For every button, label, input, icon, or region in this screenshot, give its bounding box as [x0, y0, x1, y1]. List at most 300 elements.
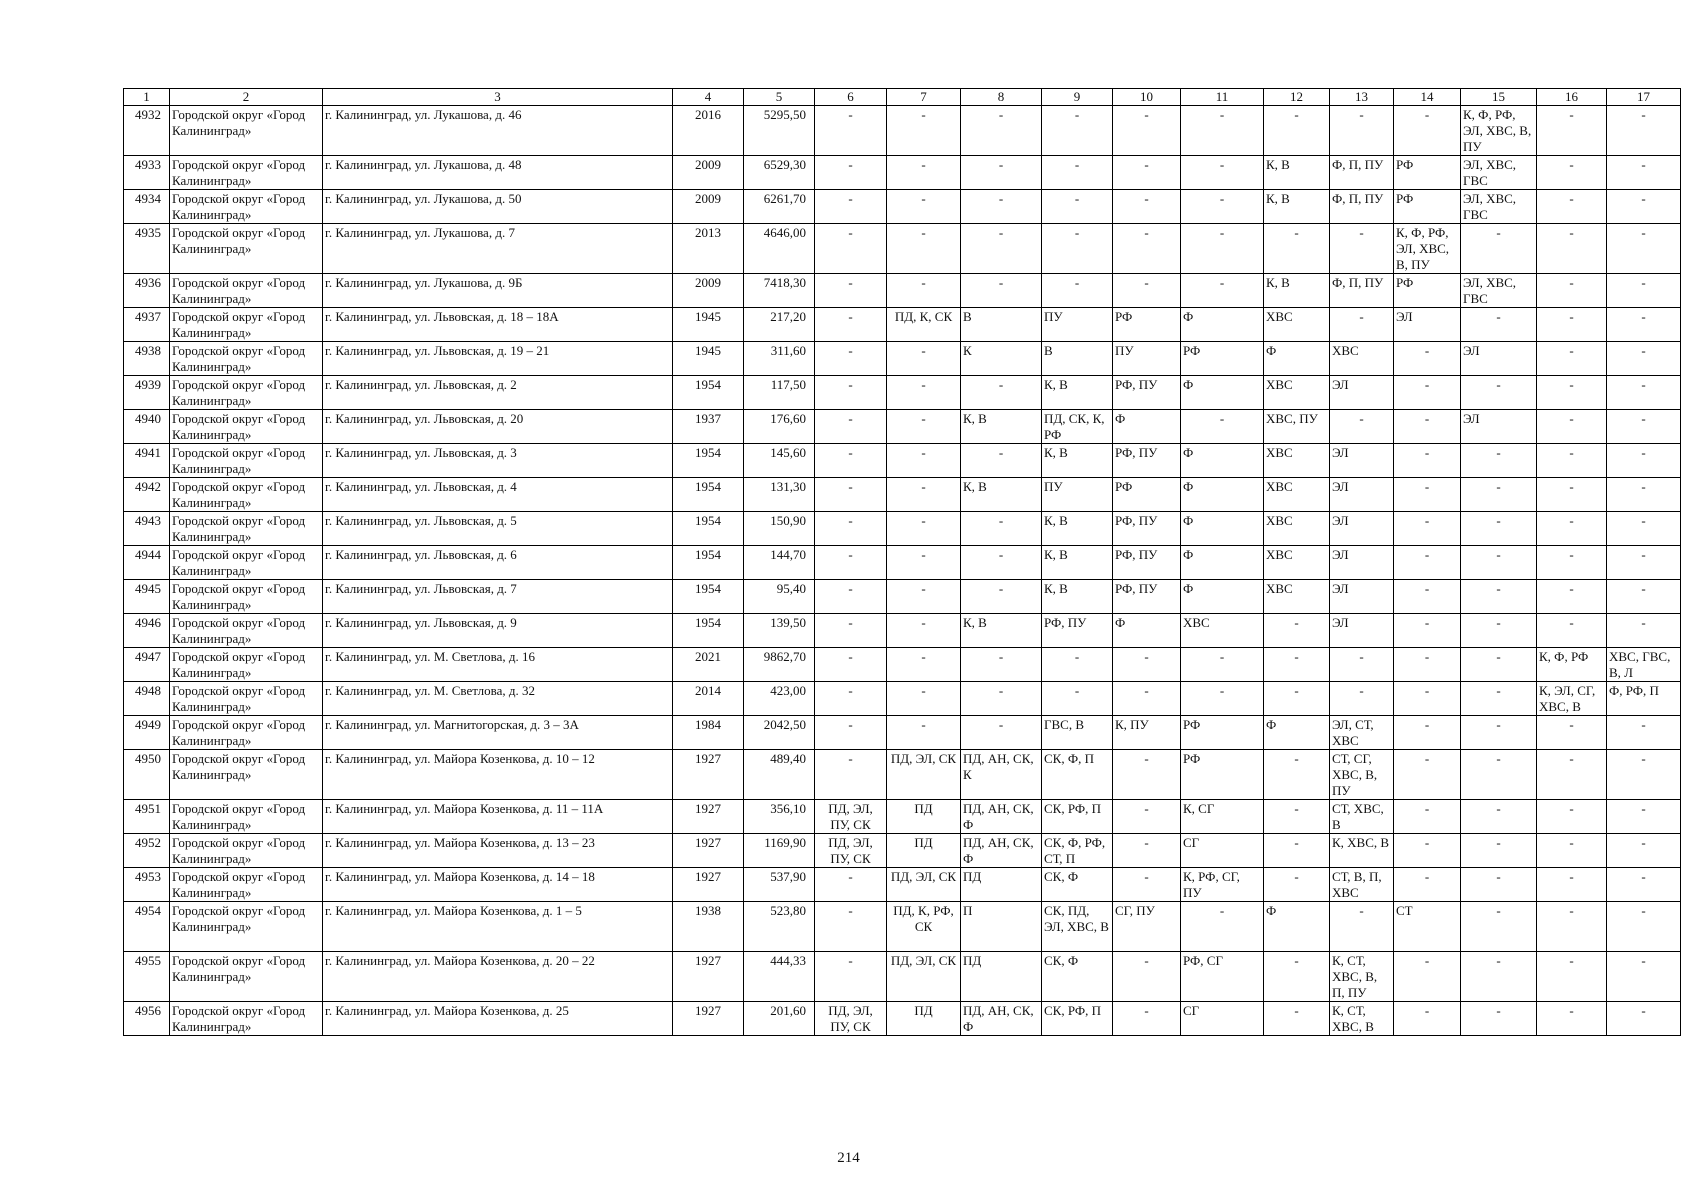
table-cell: - — [1330, 106, 1394, 156]
table-cell: 2013 — [673, 224, 744, 274]
table-cell: СК, РФ, П — [1042, 1002, 1113, 1036]
table-cell: ПД — [887, 800, 961, 834]
table-cell: - — [1330, 308, 1394, 342]
table-cell: - — [815, 614, 887, 648]
table-cell: ПД, СК, К, РФ — [1042, 410, 1113, 444]
table-cell: - — [1537, 376, 1607, 410]
table-cell: 4949 — [124, 716, 170, 750]
table-cell: - — [1461, 648, 1537, 682]
table-cell: - — [1537, 868, 1607, 902]
table-cell: К, В — [1264, 156, 1330, 190]
table-cell: - — [961, 682, 1042, 716]
table-cell: ЭЛ — [1461, 410, 1537, 444]
table-cell: РФ, ПУ — [1113, 444, 1181, 478]
table-cell: Городской округ «Город Калининград» — [170, 156, 323, 190]
table-cell: Городской округ «Город Калининград» — [170, 546, 323, 580]
table-cell: 1954 — [673, 478, 744, 512]
table-cell: - — [1394, 376, 1461, 410]
table-cell: - — [1181, 274, 1264, 308]
table-row — [124, 902, 1681, 952]
table-cell: - — [961, 648, 1042, 682]
table-cell: ЭЛ — [1330, 546, 1394, 580]
table-cell: ХВС — [1264, 444, 1330, 478]
table-cell: ПД, ЭЛ, ПУ, СК — [815, 834, 887, 868]
table-cell: СК, Ф — [1042, 952, 1113, 1002]
table-cell: 1954 — [673, 580, 744, 614]
table-cell: - — [1264, 1002, 1330, 1036]
table-cell: ЭЛ, ХВС, ГВС — [1461, 190, 1537, 224]
table-cell: СТ, ХВС, В — [1330, 800, 1394, 834]
table-cell: К, В — [1042, 376, 1113, 410]
table-cell: 4955 — [124, 952, 170, 1002]
table-cell: - — [1394, 834, 1461, 868]
table-cell: - — [1113, 156, 1181, 190]
table-cell: - — [887, 410, 961, 444]
table-cell: 423,00 — [744, 682, 815, 716]
table-cell: 1954 — [673, 376, 744, 410]
table-cell: - — [1537, 156, 1607, 190]
table-cell: К — [961, 342, 1042, 376]
table-cell: Городской округ «Город Калининград» — [170, 190, 323, 224]
table-cell: - — [815, 868, 887, 902]
table-cell: - — [1394, 342, 1461, 376]
table-cell: - — [1607, 952, 1681, 1002]
table-cell: 1169,90 — [744, 834, 815, 868]
table-cell: Ф, П, ПУ — [1330, 190, 1394, 224]
table-cell: Городской округ «Город Калининград» — [170, 682, 323, 716]
table-cell: - — [887, 342, 961, 376]
table-cell: - — [1607, 224, 1681, 274]
table-cell: - — [961, 106, 1042, 156]
table-cell: - — [961, 716, 1042, 750]
table-row — [124, 376, 1681, 410]
table-cell: ХВС — [1264, 478, 1330, 512]
table-cell: Ф, П, ПУ — [1330, 274, 1394, 308]
table-cell: 6529,30 — [744, 156, 815, 190]
table-cell: ПД, ЭЛ, ПУ, СК — [815, 800, 887, 834]
table-cell: Городской округ «Город Калининград» — [170, 512, 323, 546]
table-cell: - — [1042, 648, 1113, 682]
table-cell: СГ — [1181, 1002, 1264, 1036]
table-cell: 1927 — [673, 750, 744, 800]
table-cell: - — [1461, 902, 1537, 952]
table-cell: Городской округ «Город Калининград» — [170, 648, 323, 682]
table-row — [124, 716, 1681, 750]
table-cell: Ф — [1181, 376, 1264, 410]
table-row — [124, 274, 1681, 308]
table-cell: ХВС — [1330, 342, 1394, 376]
table-cell: СТ, СГ, ХВС, В, ПУ — [1330, 750, 1394, 800]
column-header: 12 — [1264, 89, 1330, 106]
table-cell: - — [1394, 546, 1461, 580]
table-cell: 489,40 — [744, 750, 815, 800]
table-cell: - — [1537, 750, 1607, 800]
table-cell: ПД, ЭЛ, СК — [887, 868, 961, 902]
table-cell: Городской округ «Город Калининград» — [170, 1002, 323, 1036]
table-cell: - — [887, 546, 961, 580]
table-cell: К, ЭЛ, СГ, ХВС, В — [1537, 682, 1607, 716]
table-cell: - — [1181, 902, 1264, 952]
register-table — [123, 88, 1681, 1036]
column-header: 1 — [124, 89, 170, 106]
table-row — [124, 478, 1681, 512]
table-cell: К, Ф, РФ — [1537, 648, 1607, 682]
table-cell: г. Калининград, ул. Майора Козенкова, д. 1 – 5 — [323, 902, 673, 952]
table-cell: - — [815, 410, 887, 444]
table-cell: 4941 — [124, 444, 170, 478]
table-cell: - — [1264, 682, 1330, 716]
table-header — [124, 89, 1681, 106]
table-cell: - — [1537, 342, 1607, 376]
table-cell: 5295,50 — [744, 106, 815, 156]
table-cell: 1937 — [673, 410, 744, 444]
table-cell: Городской округ «Город Калининград» — [170, 716, 323, 750]
table-cell: 4950 — [124, 750, 170, 800]
table-cell: - — [1113, 868, 1181, 902]
table-cell: - — [887, 648, 961, 682]
table-cell: - — [815, 274, 887, 308]
table-cell: - — [1461, 546, 1537, 580]
table-cell: - — [1461, 444, 1537, 478]
table-cell: г. Калининград, ул. Майора Козенкова, д. 14 – 18 — [323, 868, 673, 902]
table-cell: - — [1607, 106, 1681, 156]
table-cell: 6261,70 — [744, 190, 815, 224]
table-cell: - — [887, 478, 961, 512]
table-cell: - — [1607, 478, 1681, 512]
table-cell: г. Калининград, ул. Лукашова, д. 46 — [323, 106, 673, 156]
table-cell: ХВС — [1264, 580, 1330, 614]
table-cell: К, Ф, РФ, ЭЛ, ХВС, В, ПУ — [1394, 224, 1461, 274]
table-cell: 4646,00 — [744, 224, 815, 274]
column-header: 5 — [744, 89, 815, 106]
table-row — [124, 224, 1681, 274]
table-cell: - — [1537, 614, 1607, 648]
table-cell: - — [1537, 834, 1607, 868]
table-cell: Ф — [1181, 308, 1264, 342]
table-cell: 4954 — [124, 902, 170, 952]
table-cell: Городской округ «Город Калининград» — [170, 580, 323, 614]
table-cell: - — [1607, 716, 1681, 750]
table-cell: Ф — [1181, 478, 1264, 512]
table-cell: ХВС — [1264, 376, 1330, 410]
table-cell: 4940 — [124, 410, 170, 444]
table-cell: - — [1330, 224, 1394, 274]
table-cell: СК, Ф — [1042, 868, 1113, 902]
table-cell: ЭЛ — [1330, 614, 1394, 648]
table-cell: ХВС — [1264, 512, 1330, 546]
table-cell: Ф — [1264, 342, 1330, 376]
table-cell: - — [815, 750, 887, 800]
table-cell: - — [1537, 410, 1607, 444]
table-cell: ПД, АН, СК, Ф — [961, 800, 1042, 834]
table-cell: - — [887, 224, 961, 274]
table-cell: - — [961, 190, 1042, 224]
table-cell: Городской округ «Город Калининград» — [170, 410, 323, 444]
table-cell: - — [961, 274, 1042, 308]
table-cell: 2021 — [673, 648, 744, 682]
table-cell: - — [961, 580, 1042, 614]
table-cell: Ф — [1113, 614, 1181, 648]
table-cell: г. Калининград, ул. Лукашова, д. 9Б — [323, 274, 673, 308]
table-cell: ПД — [887, 1002, 961, 1036]
table-cell: - — [1607, 546, 1681, 580]
table-cell: РФ — [1394, 274, 1461, 308]
table-cell: ЭЛ, СТ, ХВС — [1330, 716, 1394, 750]
table-cell: - — [815, 902, 887, 952]
table-cell: 1954 — [673, 614, 744, 648]
table-cell: - — [1607, 308, 1681, 342]
table-cell: ГВС, В — [1042, 716, 1113, 750]
table-cell: 2009 — [673, 190, 744, 224]
table-cell: Ф — [1113, 410, 1181, 444]
table-cell: - — [1461, 512, 1537, 546]
table-cell: - — [1537, 1002, 1607, 1036]
table-cell: 523,80 — [744, 902, 815, 952]
table-cell: 356,10 — [744, 800, 815, 834]
column-header: 11 — [1181, 89, 1264, 106]
table-cell: Городской округ «Город Калининград» — [170, 376, 323, 410]
table-cell: К, В — [961, 478, 1042, 512]
table-cell: г. Калининград, ул. Львовская, д. 2 — [323, 376, 673, 410]
table-cell: - — [815, 580, 887, 614]
table-cell: 4956 — [124, 1002, 170, 1036]
table-row — [124, 682, 1681, 716]
table-cell: СК, Ф, П — [1042, 750, 1113, 800]
table-cell: - — [1264, 868, 1330, 902]
table-cell: 4951 — [124, 800, 170, 834]
table-cell: РФ, ПУ — [1113, 376, 1181, 410]
table-cell: ХВС — [1181, 614, 1264, 648]
table-cell: 4945 — [124, 580, 170, 614]
table-cell: - — [1607, 190, 1681, 224]
table-cell: - — [1394, 614, 1461, 648]
table-cell: - — [1461, 716, 1537, 750]
table-cell: 4944 — [124, 546, 170, 580]
table-cell: - — [1394, 952, 1461, 1002]
table-row — [124, 800, 1681, 834]
table-cell: - — [1042, 224, 1113, 274]
table-cell: ХВС — [1264, 308, 1330, 342]
table-cell: 311,60 — [744, 342, 815, 376]
table-cell: - — [1113, 648, 1181, 682]
table-cell: К, В — [1042, 580, 1113, 614]
table-row — [124, 1002, 1681, 1036]
table-cell: Ф — [1264, 902, 1330, 952]
table-cell: РФ — [1181, 750, 1264, 800]
table-cell: - — [1042, 682, 1113, 716]
table-cell: г. Калининград, ул. Львовская, д. 20 — [323, 410, 673, 444]
table-cell: ПД, ЭЛ, ПУ, СК — [815, 1002, 887, 1036]
table-cell: ПД, АН, СК, Ф — [961, 834, 1042, 868]
table-cell: ПД, АН, СК, К — [961, 750, 1042, 800]
table-cell: - — [887, 716, 961, 750]
column-header: 10 — [1113, 89, 1181, 106]
table-cell: ХВС, ПУ — [1264, 410, 1330, 444]
table-cell: г. Калининград, ул. М. Светлова, д. 16 — [323, 648, 673, 682]
table-cell: - — [1461, 224, 1537, 274]
table-cell: 4933 — [124, 156, 170, 190]
table-cell: - — [887, 614, 961, 648]
table-cell: - — [815, 682, 887, 716]
table-cell: 145,60 — [744, 444, 815, 478]
table-cell: Городской округ «Город Калининград» — [170, 106, 323, 156]
table-cell: 2009 — [673, 274, 744, 308]
table-cell: - — [1461, 750, 1537, 800]
table-cell: - — [1537, 274, 1607, 308]
table-cell: - — [1607, 1002, 1681, 1036]
table-cell: - — [815, 478, 887, 512]
table-cell: г. Калининград, ул. Львовская, д. 7 — [323, 580, 673, 614]
table-cell: г. Калининград, ул. Львовская, д. 6 — [323, 546, 673, 580]
table-cell: СК, Ф, РФ, СТ, П — [1042, 834, 1113, 868]
table-row — [124, 512, 1681, 546]
table-cell: - — [815, 106, 887, 156]
table-cell: - — [1264, 106, 1330, 156]
table-cell: Городской округ «Город Калининград» — [170, 750, 323, 800]
table-cell: - — [1113, 952, 1181, 1002]
table-cell: 217,20 — [744, 308, 815, 342]
table-cell: Ф — [1264, 716, 1330, 750]
table-cell: 176,60 — [744, 410, 815, 444]
table-cell: - — [1042, 190, 1113, 224]
table-cell: К, ХВС, В — [1330, 834, 1394, 868]
table-cell: РФ, ПУ — [1113, 546, 1181, 580]
table-cell: Городской округ «Город Калининград» — [170, 952, 323, 1002]
table-row — [124, 410, 1681, 444]
table-cell: - — [1537, 800, 1607, 834]
table-cell: Ф, РФ, П — [1607, 682, 1681, 716]
table-cell: 444,33 — [744, 952, 815, 1002]
table-cell: - — [1537, 190, 1607, 224]
table-cell: - — [1537, 444, 1607, 478]
table-cell: - — [887, 444, 961, 478]
table-cell: К, В — [961, 614, 1042, 648]
table-cell: Ф — [1181, 546, 1264, 580]
column-header: 16 — [1537, 89, 1607, 106]
table-cell: ПД, К, РФ, СК — [887, 902, 961, 952]
table-cell: СТ, В, П, ХВС — [1330, 868, 1394, 902]
table-cell: г. Калининград, ул. Майора Козенкова, д. 20 – 22 — [323, 952, 673, 1002]
table-cell: К, В — [1264, 274, 1330, 308]
table-cell: Городской округ «Город Калининград» — [170, 800, 323, 834]
table-cell: - — [1181, 648, 1264, 682]
table-cell: 150,90 — [744, 512, 815, 546]
column-header: 13 — [1330, 89, 1394, 106]
table-cell: СК, РФ, П — [1042, 800, 1113, 834]
table-cell: - — [1607, 342, 1681, 376]
table-cell: - — [815, 376, 887, 410]
table-cell: - — [815, 546, 887, 580]
table-cell: 2016 — [673, 106, 744, 156]
column-header: 15 — [1461, 89, 1537, 106]
table-cell: Городской округ «Город Калининград» — [170, 614, 323, 648]
table-cell: г. Калининград, ул. Львовская, д. 4 — [323, 478, 673, 512]
table-cell: - — [1042, 274, 1113, 308]
table-cell: 1954 — [673, 546, 744, 580]
table-cell: 139,50 — [744, 614, 815, 648]
table-cell: - — [1607, 902, 1681, 952]
table-cell: 1927 — [673, 800, 744, 834]
table-cell: - — [1394, 512, 1461, 546]
table-cell: ПД, ЭЛ, СК — [887, 750, 961, 800]
table-cell: СК, ПД, ЭЛ, ХВС, В — [1042, 902, 1113, 952]
table-cell: - — [815, 308, 887, 342]
table-cell: ХВС, ГВС, В, Л — [1607, 648, 1681, 682]
table-cell: - — [1537, 106, 1607, 156]
table-cell: - — [1607, 614, 1681, 648]
table-cell: 201,60 — [744, 1002, 815, 1036]
table-cell: - — [1394, 1002, 1461, 1036]
table-cell: 4943 — [124, 512, 170, 546]
table-cell: Ф, П, ПУ — [1330, 156, 1394, 190]
table-row — [124, 750, 1681, 800]
table-cell: 4952 — [124, 834, 170, 868]
table-cell: - — [1607, 410, 1681, 444]
table-cell: ПД, ЭЛ, СК — [887, 952, 961, 1002]
column-header: 17 — [1607, 89, 1681, 106]
table-cell: К, В — [1264, 190, 1330, 224]
table-cell: - — [1113, 682, 1181, 716]
table-cell: 4938 — [124, 342, 170, 376]
table-cell: - — [1394, 444, 1461, 478]
table-cell: ЭЛ — [1461, 342, 1537, 376]
header-row — [124, 89, 1681, 106]
table-cell: - — [887, 580, 961, 614]
table-cell: - — [1264, 648, 1330, 682]
table-cell: - — [1461, 614, 1537, 648]
table-cell: - — [1537, 580, 1607, 614]
table-cell: 9862,70 — [744, 648, 815, 682]
table-cell: 1945 — [673, 308, 744, 342]
column-header: 14 — [1394, 89, 1461, 106]
table-cell: К, СТ, ХВС, В — [1330, 1002, 1394, 1036]
column-header: 2 — [170, 89, 323, 106]
table-cell: - — [1042, 106, 1113, 156]
table-cell: РФ — [1394, 156, 1461, 190]
table-cell: - — [1264, 224, 1330, 274]
table-cell: - — [1264, 750, 1330, 800]
table-cell: - — [1113, 834, 1181, 868]
table-cell: 4946 — [124, 614, 170, 648]
table-cell: Городской округ «Город Калининград» — [170, 444, 323, 478]
table-cell: - — [1113, 224, 1181, 274]
table-cell: Городской округ «Город Калининград» — [170, 834, 323, 868]
table-cell: г. Калининград, ул. Майора Козенкова, д. 10 – 12 — [323, 750, 673, 800]
table-cell: ЭЛ — [1394, 308, 1461, 342]
table-cell: 4937 — [124, 308, 170, 342]
column-header: 8 — [961, 89, 1042, 106]
table-cell: - — [1537, 478, 1607, 512]
table-row — [124, 834, 1681, 868]
table-cell: Ф — [1181, 512, 1264, 546]
table-row — [124, 444, 1681, 478]
table-cell: - — [1607, 376, 1681, 410]
table-cell: - — [1461, 800, 1537, 834]
table-cell: ПД — [961, 868, 1042, 902]
table-cell: - — [1264, 800, 1330, 834]
table-cell: - — [1461, 952, 1537, 1002]
table-cell: - — [1181, 410, 1264, 444]
table-cell: 4947 — [124, 648, 170, 682]
table-cell: Ф — [1181, 580, 1264, 614]
table-cell: ХВС — [1264, 546, 1330, 580]
table-row — [124, 156, 1681, 190]
table-row — [124, 342, 1681, 376]
table-cell: г. Калининград, ул. Лукашова, д. 7 — [323, 224, 673, 274]
table-cell: - — [1607, 156, 1681, 190]
table-cell: 4948 — [124, 682, 170, 716]
table-row — [124, 106, 1681, 156]
